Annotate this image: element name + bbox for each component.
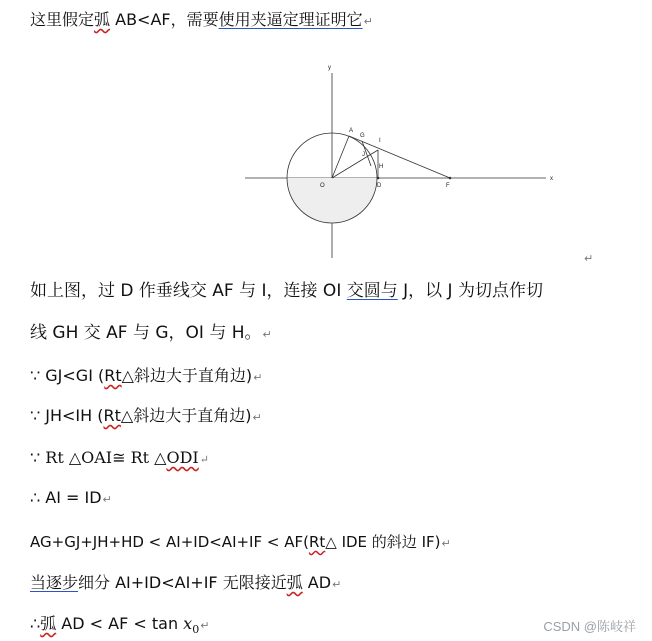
text: ∵ Rt △OAI≅ Rt △	[30, 448, 167, 467]
geometry-figure	[238, 58, 568, 263]
point-A-label: A	[349, 128, 354, 134]
text: 线 GH 交 AF 与 G，OI 与 H。	[30, 323, 262, 343]
text: 弧	[40, 614, 57, 633]
text-line-7	[30, 488, 112, 510]
text: 这里假定	[30, 10, 95, 29]
text: △斜边大于直角边)	[121, 366, 253, 385]
paragraph-mark: ↵	[200, 619, 210, 632]
text: J，以 J 为切点作切	[397, 281, 543, 301]
text: 细分 AI+ID<AI+IF 无限接近	[78, 573, 287, 592]
text: ∴	[30, 614, 41, 633]
text: ∴ AI = ID	[30, 488, 102, 507]
text: 交圆与	[346, 281, 398, 301]
text: 如上图，过 D 作垂线交 AF 与 I，连接 OI	[30, 281, 347, 301]
text: ODI	[166, 448, 199, 467]
text-line-6	[30, 448, 209, 470]
paragraph-mark: ↵	[253, 371, 263, 384]
paragraph-mark: ↵	[252, 411, 262, 424]
paragraph-mark: ↵	[332, 578, 342, 591]
text: AG+GJ+JH+HD < AI+ID<AI+IF < AF(	[30, 533, 309, 551]
point-O-label: O	[320, 183, 325, 189]
text-line-9	[30, 573, 341, 595]
text: 弧	[94, 10, 111, 29]
text: 弧	[286, 573, 303, 592]
paragraph-mark: ↵	[363, 15, 373, 28]
text: Rt	[308, 533, 326, 551]
text: AD < AF < tan	[56, 614, 184, 633]
axis-y-label: y	[328, 65, 331, 71]
watermark: CSDN @陈岐祥	[543, 619, 636, 634]
point-J-label: J	[362, 152, 365, 158]
paragraph-mark: ↵	[199, 453, 209, 466]
paragraph-mark: ↵	[102, 493, 112, 506]
text-line-5	[30, 406, 262, 428]
paragraph-mark: ↵	[441, 537, 451, 550]
text-line-4	[30, 366, 262, 388]
math-variable: x	[183, 614, 193, 633]
text: 当逐步	[30, 573, 79, 592]
segment-OA	[332, 136, 349, 178]
text: Rt	[103, 406, 121, 425]
text-line-2	[30, 281, 543, 301]
text-line-8	[30, 532, 451, 554]
point-H-label: H	[379, 164, 384, 170]
text: △斜边大于直角边)	[120, 406, 252, 425]
point-D-label: D	[377, 183, 382, 189]
point-F-dot	[449, 177, 452, 180]
point-I-label: I	[379, 138, 381, 144]
text: △ IDE 的斜边 IF)	[325, 533, 441, 551]
circle-lower-shade	[287, 178, 377, 223]
text: 使用夹逼定理证明它	[218, 10, 363, 29]
text: AB<AF，需要	[110, 10, 219, 29]
point-G-label: G	[360, 133, 365, 139]
text-line-3	[30, 323, 272, 345]
text: Rt	[104, 366, 122, 385]
text: AD	[302, 573, 332, 592]
point-D-dot	[377, 177, 380, 180]
paragraph-mark: ↵	[584, 252, 594, 265]
point-F-label: F	[446, 183, 450, 189]
paragraph-mark: ↵	[262, 328, 272, 341]
text: ∵ JH<IH (	[30, 406, 104, 425]
text-line-1	[30, 10, 373, 32]
text: ∵ GJ<GI (	[30, 366, 105, 385]
math-subscript: 0	[192, 623, 200, 637]
text-line-10	[30, 614, 209, 640]
segment-OI	[332, 150, 378, 178]
axis-x-label: x	[550, 176, 553, 182]
